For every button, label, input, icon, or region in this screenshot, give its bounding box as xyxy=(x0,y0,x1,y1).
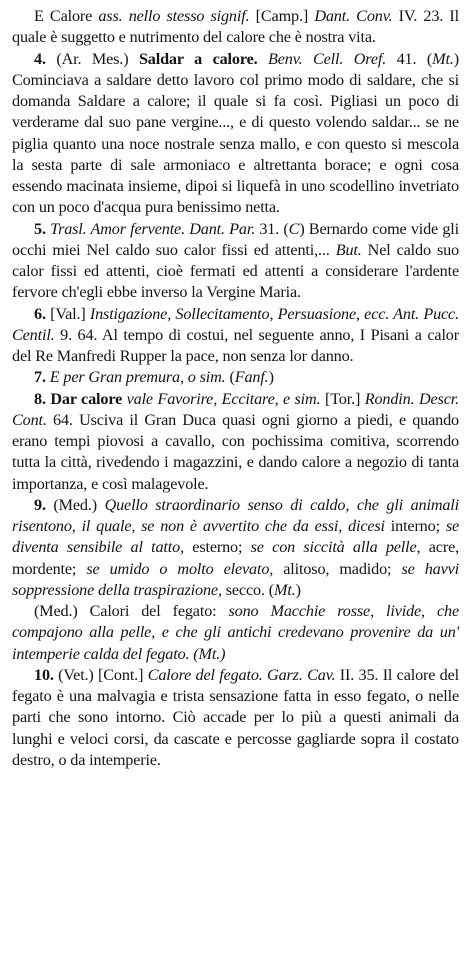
italic-text: se havvi soppressione della traspirazione, xyxy=(12,559,459,599)
dictionary-entry-10 xyxy=(12,665,459,771)
entry-text: secco. ( xyxy=(221,580,274,599)
entry-text: (Vet.) [Cont.] xyxy=(53,665,148,684)
entry-text: (Med.) xyxy=(45,495,105,514)
italic-text: vale Favorire, Eccitare, e sim. xyxy=(126,389,321,408)
entry-heading: 9. xyxy=(34,495,46,514)
italic-text: E per Gran premura, o sim. xyxy=(49,368,226,387)
entry-text: [Tor.] xyxy=(320,389,365,408)
entry-text: [Val.] xyxy=(45,304,90,323)
italic-text: But. xyxy=(335,240,362,259)
entry-text: Nel caldo suo calor fissi ed attenti, cioè fermati ed attenti a considerare l'ardente fervore ch'egli ebbe inverso la Vergine Maria. xyxy=(12,240,459,302)
entry-heading: 10. xyxy=(34,665,54,684)
entry-text: (Ar. Mes.) xyxy=(45,49,139,68)
italic-text: Quello straordinario senso di caldo, che gli animali risentono, il quale, se non è avvertito che da essi, dicesi xyxy=(12,495,459,535)
italic-text: se con siccità alla pelle, xyxy=(250,538,421,557)
entry-text: esterno; xyxy=(183,538,251,557)
entry-text xyxy=(258,50,269,68)
italic-text: sono Macchie rosse, livide, che compajono alla pelle, e che gli antichi credevano provenire da un' intemperie calda del fegato. (Mt.) xyxy=(12,602,459,663)
italic-text: Instigazione, Sollecitamento, Persuasione, ecc. Ant. Pucc. Centil. xyxy=(12,304,459,344)
entry-text: E Calore xyxy=(34,7,99,25)
italic-text: ass. nello stesso signif. xyxy=(98,7,250,25)
italic-text: Trasl. Amor fervente. Dant. Par. xyxy=(50,219,256,238)
dictionary-entry-7 xyxy=(12,367,459,388)
entry-text: [Camp.] xyxy=(249,7,315,25)
italic-text: Mt. xyxy=(273,580,296,599)
entry-text: 64. Usciva il Gran Duca quasi ogni giorno a piedi, e quando erano tempi piovosi a cavallo, con pochissima comitiva, scorrendo tutta la città, rivedendo i magazzini, e dando calore a negozio di tanta importanza, e così malagevole. xyxy=(12,410,459,493)
entry-heading: 7. xyxy=(34,368,46,387)
entry-heading: 4. xyxy=(34,49,46,68)
dictionary-entry-9 xyxy=(12,495,459,601)
entry-heading: 6. xyxy=(34,304,46,323)
entry-heading: 5. xyxy=(34,219,46,238)
entry-text: ( xyxy=(225,368,235,387)
entry-text: alitoso, madido; xyxy=(273,559,402,578)
entry-text: 9. 64. Al tempo di costui, nel seguente anno, I Pisani a calor del Re Manfredi Rupper la pace, non senza lor danno. xyxy=(12,325,459,365)
italic-text: Benv. Cell. Oref. xyxy=(268,49,387,68)
italic-text: Dant. Conv. xyxy=(314,7,393,25)
italic-text: Calore del fegato. Garz. Cav. xyxy=(147,665,336,684)
italic-text: Rondin. Descr. Cont. xyxy=(12,389,459,429)
dictionary-entry-6 xyxy=(12,304,459,368)
entry-heading: Dar calore xyxy=(50,389,123,408)
entry-text: acre, mordente; xyxy=(12,538,459,578)
entry-text: 31. ( xyxy=(255,219,289,238)
dictionary-entry-e-calore xyxy=(12,6,459,49)
entry-text: 41. ( xyxy=(386,49,433,68)
dictionary-entry-4 xyxy=(12,49,459,219)
entry-heading: Saldar a calore. xyxy=(138,49,258,68)
italic-text: Mt. xyxy=(432,49,454,68)
italic-text: Fanf. xyxy=(234,368,269,387)
entry-text: ) Bernardo come vide gli occhi miei Nel caldo suo calor fissi ed attenti,... xyxy=(12,219,459,259)
entry-heading: 8. xyxy=(34,389,46,408)
dictionary-entry-8 xyxy=(12,389,459,495)
dictionary-entry-5 xyxy=(12,219,459,304)
entry-text: ) xyxy=(295,580,301,599)
italic-text: se umido o molto elevato, xyxy=(86,559,274,578)
entry-text: ) xyxy=(268,368,274,387)
entry-text: II. 35. Il calore del fegato è una malvagia e trista sensazione fatta in esso fegato, o nelle parti che sono intorno. Ciò accade per lo più a questi animali da lunghi e veloci corsi, da cascate e percosse gagliarde sopra il costato destro, o da intemperie. xyxy=(12,665,459,769)
italic-text: se diventa sensibile al tatto, xyxy=(12,517,459,557)
entry-text: ) Cominciava a saldare detto lavoro col primo modo di saldare, che si domanda Saldare a calore; il quale si fa così. Pigliasi un poco di verderame dal suo pane vergine..., e di questo volendo saldar... se ne piglia quanto una noce nostrale senza mallo, e con questo si mescola la sesta parte di sale armoniaco e altrettanta borace; e ogni cosa essendo macinata insieme, dipoi si liquefà in uno scodellino invetriato con un poco d'acqua pura benissimo netta. xyxy=(12,49,459,217)
dictionary-entry-med-fegato xyxy=(12,601,459,665)
entry-text: interno; xyxy=(384,517,446,535)
entry-text: IV. 23. Il quale è suggetto e nutrimento del calore che è nostra vita. xyxy=(12,7,459,47)
italic-text: C xyxy=(288,219,300,238)
entry-text: (Med.) Calori del fegato: xyxy=(34,602,229,620)
